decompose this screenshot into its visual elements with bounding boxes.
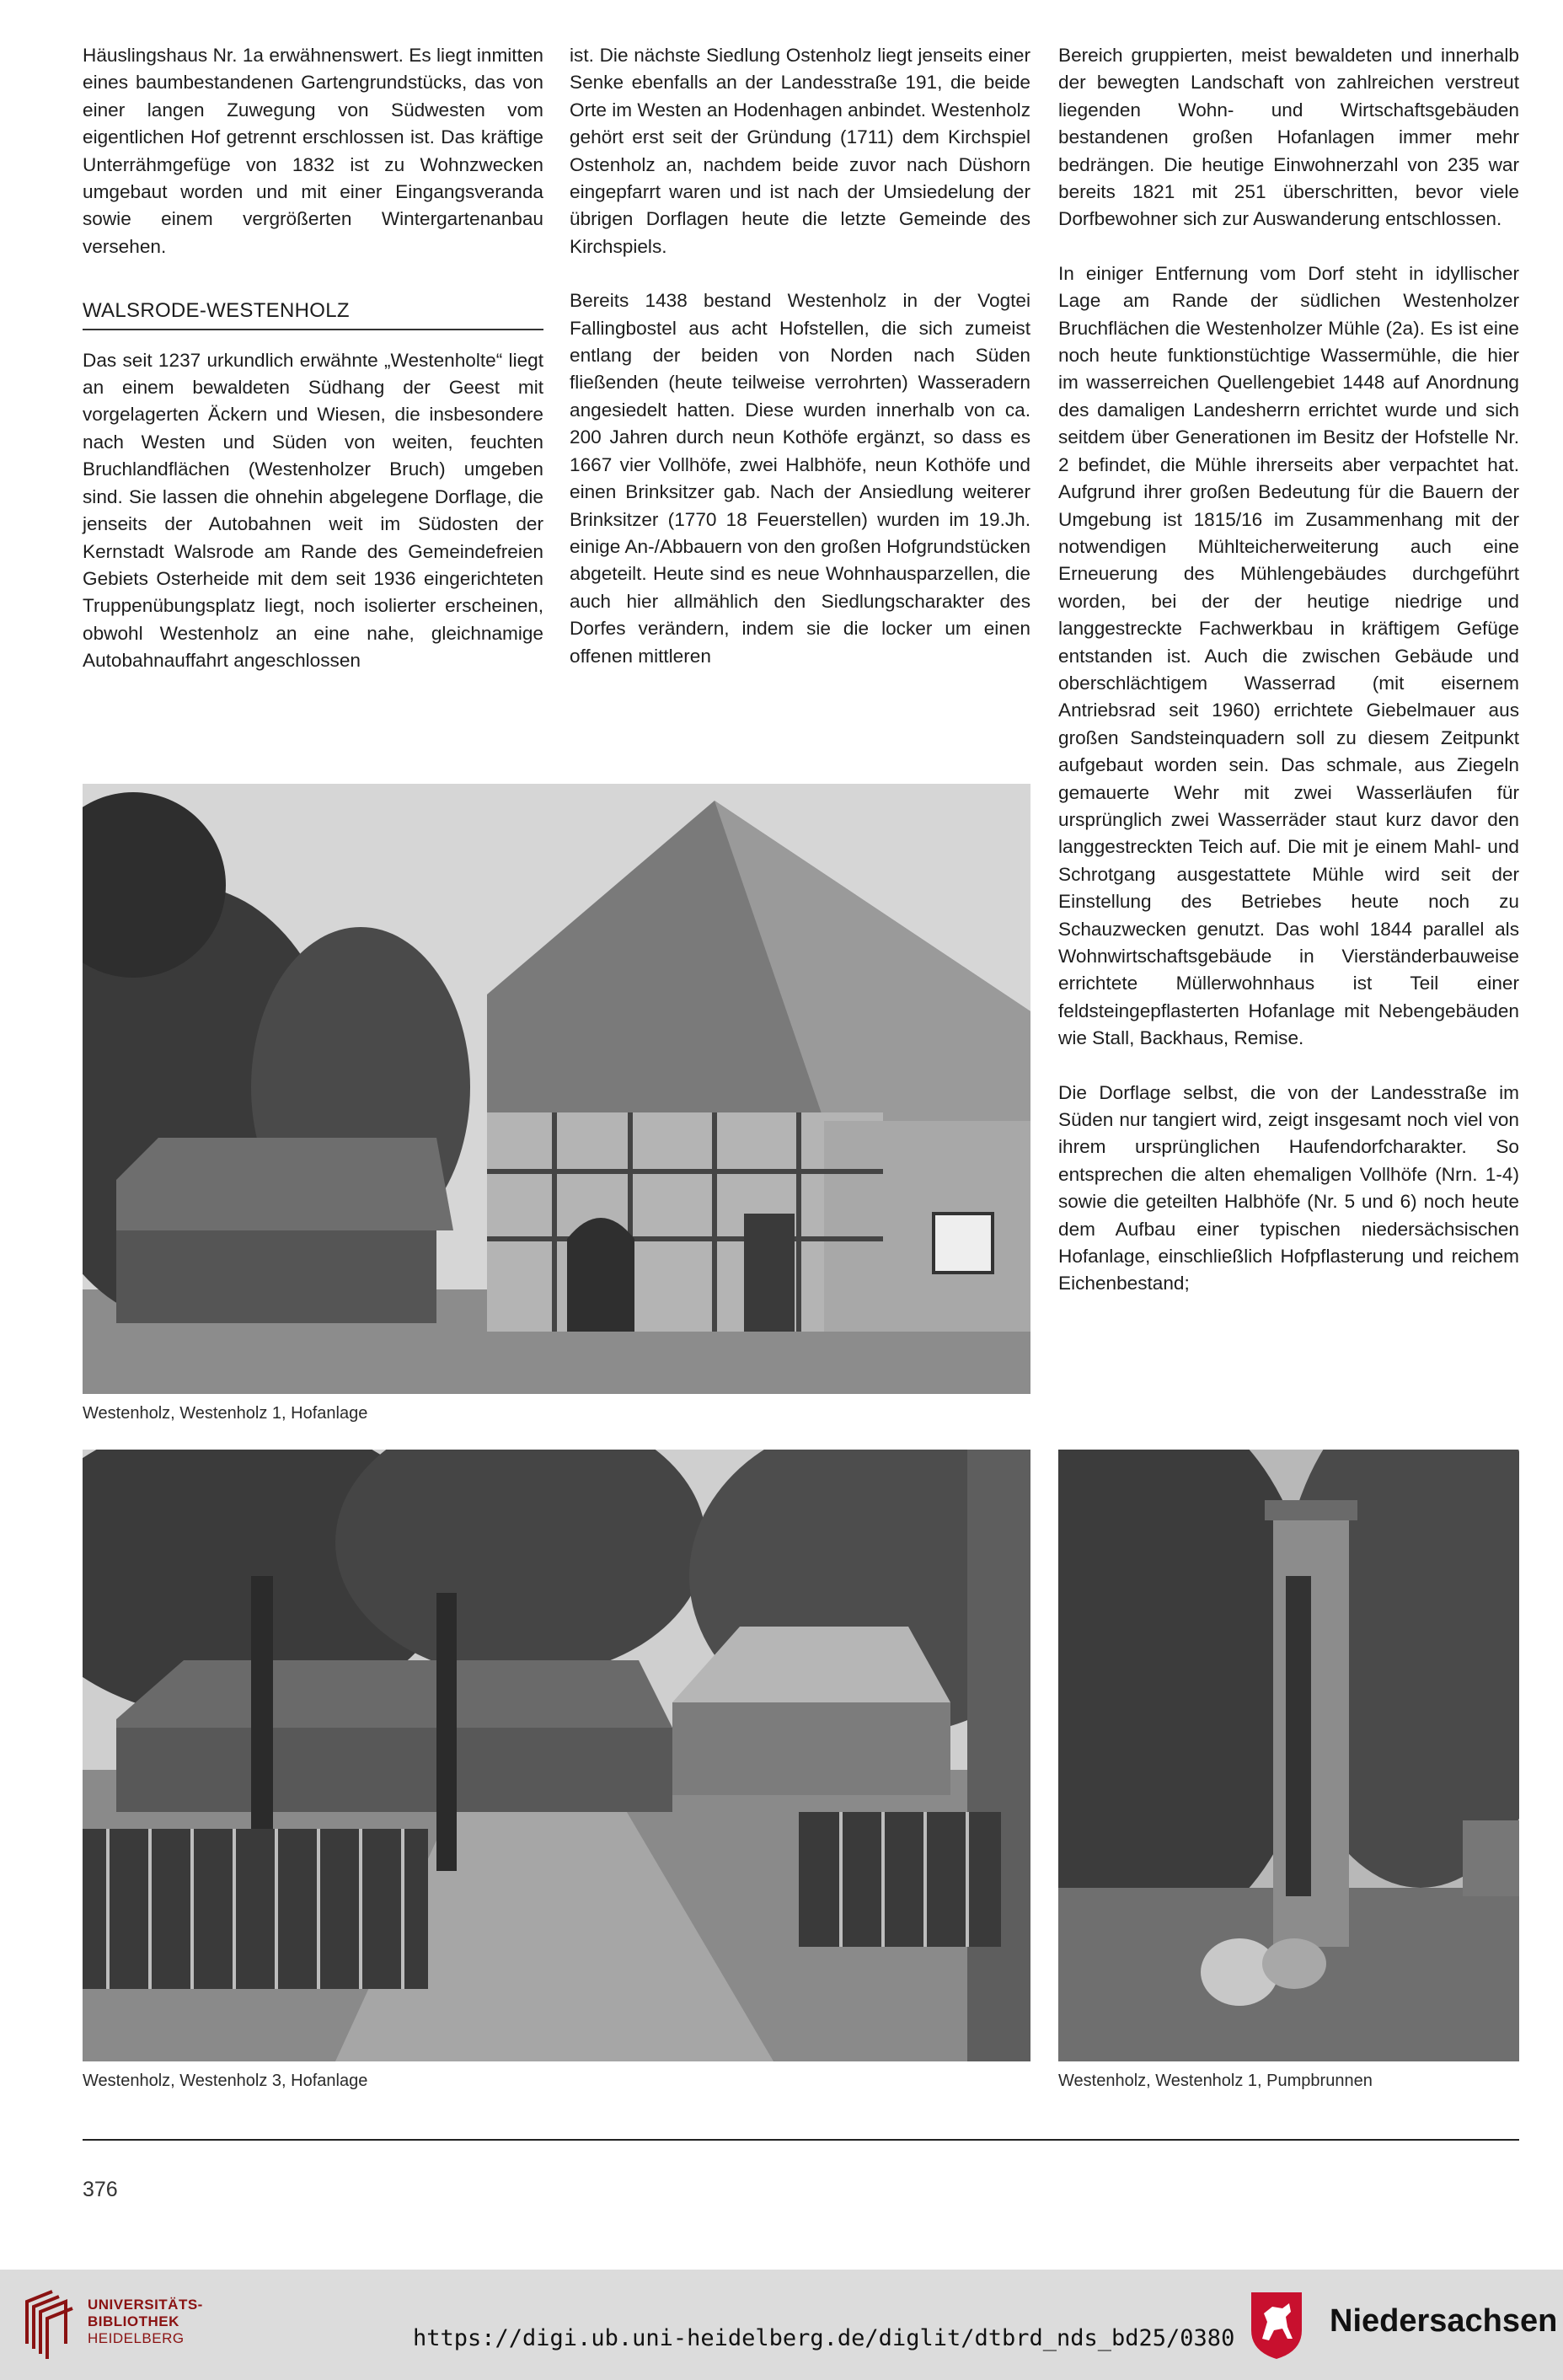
caption-photo-2: Westenholz, Westenholz 3, Hofanlage — [83, 2072, 368, 2090]
text-column-3 — [1058, 42, 1519, 1298]
text-column-2 — [570, 42, 1030, 670]
text-column-1 — [83, 42, 543, 675]
state-name: Niedersachsen — [1330, 2303, 1558, 2339]
photo-hofanlage-westenholz-3 — [83, 1450, 1030, 2061]
caption-photo-3: Westenholz, Westenholz 1, Pumpbrunnen — [1058, 2072, 1373, 2090]
library-name — [88, 2297, 203, 2347]
library-name-line-2: BIBLIOTHEK — [88, 2313, 179, 2329]
column2-paragraph-1: ist. Die nächste Siedlung Ostenholz liegt jenseits einer Senke ebenfalls an der Landesstraße 191, die beide Orte im Westen an Hodenhagen anbindet. Westenholz gehört erst seit der Gründung (1711) dem Kirchspiel Ostenholz an, nachdem beide zuvor nach Düshorn eingepfarrt waren und ist nach der Umsiedelung der übrigen Dorflagen heute die letzte Gemeinde des Kirchspiels. — [570, 45, 1030, 257]
column3-paragraph-3: Die Dorflage selbst, die von der Landesstraße im Süden nur tangiert wird, zeigt insgesamt noch viel von ihrem ursprünglichen Haufendorfcharakter. So entsprechen die alten ehemaligen Vollhöfe (Nrn. 1-4) sowie die geteilten Halbhöfe (Nr. 5 und 6) noch heute dem Aufbau einer typischen niedersächsischen Hofanlage, einschließlich Hofpflasterung und reichem Eichenbestand; — [1058, 1081, 1519, 1295]
source-url-link[interactable]: https://digi.ub.uni-heidelberg.de/diglit/dtbrd_nds_bd25/0380 — [413, 2325, 1235, 2351]
column1-paragraph-2: Das seit 1237 urkundlich erwähnte „Westenholte“ liegt an einem bewaldeten Südhang der Geest mit vorgelagerten Äckern und Wiesen, die insbesondere nach Westen und Süden von weiten, feuchten Bruchlandflächen (Westenholzer Bruch) umgeben sind. Sie lassen die ohnehin abgelegene Dorflage, die jenseits der Autobahnen weit im Südosten der Kernstadt Walsrode am Rande des Gemeindefreien Gebiets Osterheide mit dem seit 1936 eingerichteten Truppenübungsplatz liegt, noch isolierter erscheinen, obwohl Westenholz an eine nahe, gleichnamige Autobahnauffahrt angeschlossen — [83, 349, 543, 672]
university-library-logo-icon — [19, 2285, 78, 2361]
page-number: 376 — [83, 2178, 118, 2201]
column1-paragraph-1: Häuslingshaus Nr. 1a erwähnenswert. Es liegt inmitten eines baumbestandenen Gartengrundstücks, das von einer langen Zuwegung von Südwesten vom eigentlichen Hof getrennt erschlossen ist. Das kräftige Unterrähmgefüge von 1832 ist zu Wohnzwecken umgebaut worden und mit einer Eingangsveranda sowie einem vergrößerten Wintergartenanbau versehen. — [83, 45, 543, 257]
column3-paragraph-1: Bereich gruppierten, meist bewaldeten und innerhalb der bewegten Landschaft von zahlreichen verstreut liegenden Wohn- und Wirtschaftsgebäuden bestandenen großen Hofanlagen immer mehr bedrängen. Die heutige Einwohnerzahl von 235 war bereits 1821 mit 251 überschritten, bevor viele Dorfbewohner sich zur Auswanderung entschlossen. — [1058, 45, 1519, 230]
library-name-line-1: UNIVERSITÄTS- — [88, 2297, 203, 2313]
column3-paragraph-2: In einiger Entfernung vom Dorf steht in idyllischer Lage am Rande der südlichen Westenholzer Bruchflächen die Westenholzer Mühle (2a). Es ist eine noch heute funktionstüchtige Wassermühle, die hier im wasserreichen Quellengebiet 1448 auf Anordnung des damaligen Landesherrn errichtet wurde und sich seitdem über Generationen im Besitz der Hofstelle Nr. 2 befindet, die Mühle ihrerseits aber verpachtet hat. Aufgrund ihrer großen Bedeutung für die Bauern der Umgebung ist 1815/16 im Zusammenhang mit der notwendigen Mühlteicherweiterung auch eine Erneuerung des Mühlengebäudes durchgeführt worden, bei der der heutige niedrige und langgestreckte Fachwerkbau in kräftigem Gefüge entstanden ist. Auch die zwischen Gebäude und oberschlächtigem Wasserrad (mit eisernem Antriebsrad seit 1960) errichtete Giebelmauer aus großen Sandsteinquadern soll zu diesem Zeitpunkt aufgebaut worden sein. Das schmale, aus Ziegeln gemauerte Wehr mit zwei Wasserläufen für ursprünglich zwei Wasserräder staut kurz davor den langgestreckten Teich auf. Die mit je einem Mahl- und Schrotgang ausgestattete Mühle wird seit der Einstellung des Betriebes heute noch zu Schauzwecken genutzt. Das wohl 1844 parallel als Wohnwirtschaftsgebäude in Vierständerbauweise errichtete Müllerwohnhaus ist Teil einer feldsteingepflasterten Hofanlage mit Nebengebäuden wie Stall, Backhaus, Remise. — [1058, 262, 1519, 1049]
library-name-line-3: HEIDELBERG — [88, 2330, 185, 2346]
footer-banner — [0, 2270, 1563, 2380]
lower-saxony-horse-icon — [1247, 2288, 1306, 2361]
photo-hofanlage-westenholz-1 — [83, 784, 1030, 1394]
section-heading: WALSRODE-WESTENHOLZ — [83, 298, 543, 330]
photo-pumpbrunnen — [1058, 1450, 1519, 2061]
caption-photo-1: Westenholz, Westenholz 1, Hofanlage — [83, 1404, 368, 1423]
column2-paragraph-2: Bereits 1438 bestand Westenholz in der Vogtei Fallingbostel aus acht Hofstellen, die sich zumeist entlang der beiden von Norden nach Süden fließenden (heute teilweise verrohrten) Wasseradern angesiedelt hatten. Diese wurden innerhalb von ca. 200 Jahren durch neun Kothöfe ergänzt, so dass es 1667 vier Vollhöfe, zwei Halbhöfe, neun Kothöfe und einen Brinksitzer gab. Nach der Ansiedlung weiterer Brinksitzer (1770 18 Feuerstellen) wurden im 19.Jh. einige An-/Abbauern von den großen Hofgrundstücken abgeteilt. Heute sind es neue Wohnhausparzellen, die auch hier allmählich den Siedlungscharakter des Dorfes verändern, indem sie die locker um einen offenen mittleren — [570, 290, 1030, 667]
footer-rule — [83, 2139, 1519, 2141]
